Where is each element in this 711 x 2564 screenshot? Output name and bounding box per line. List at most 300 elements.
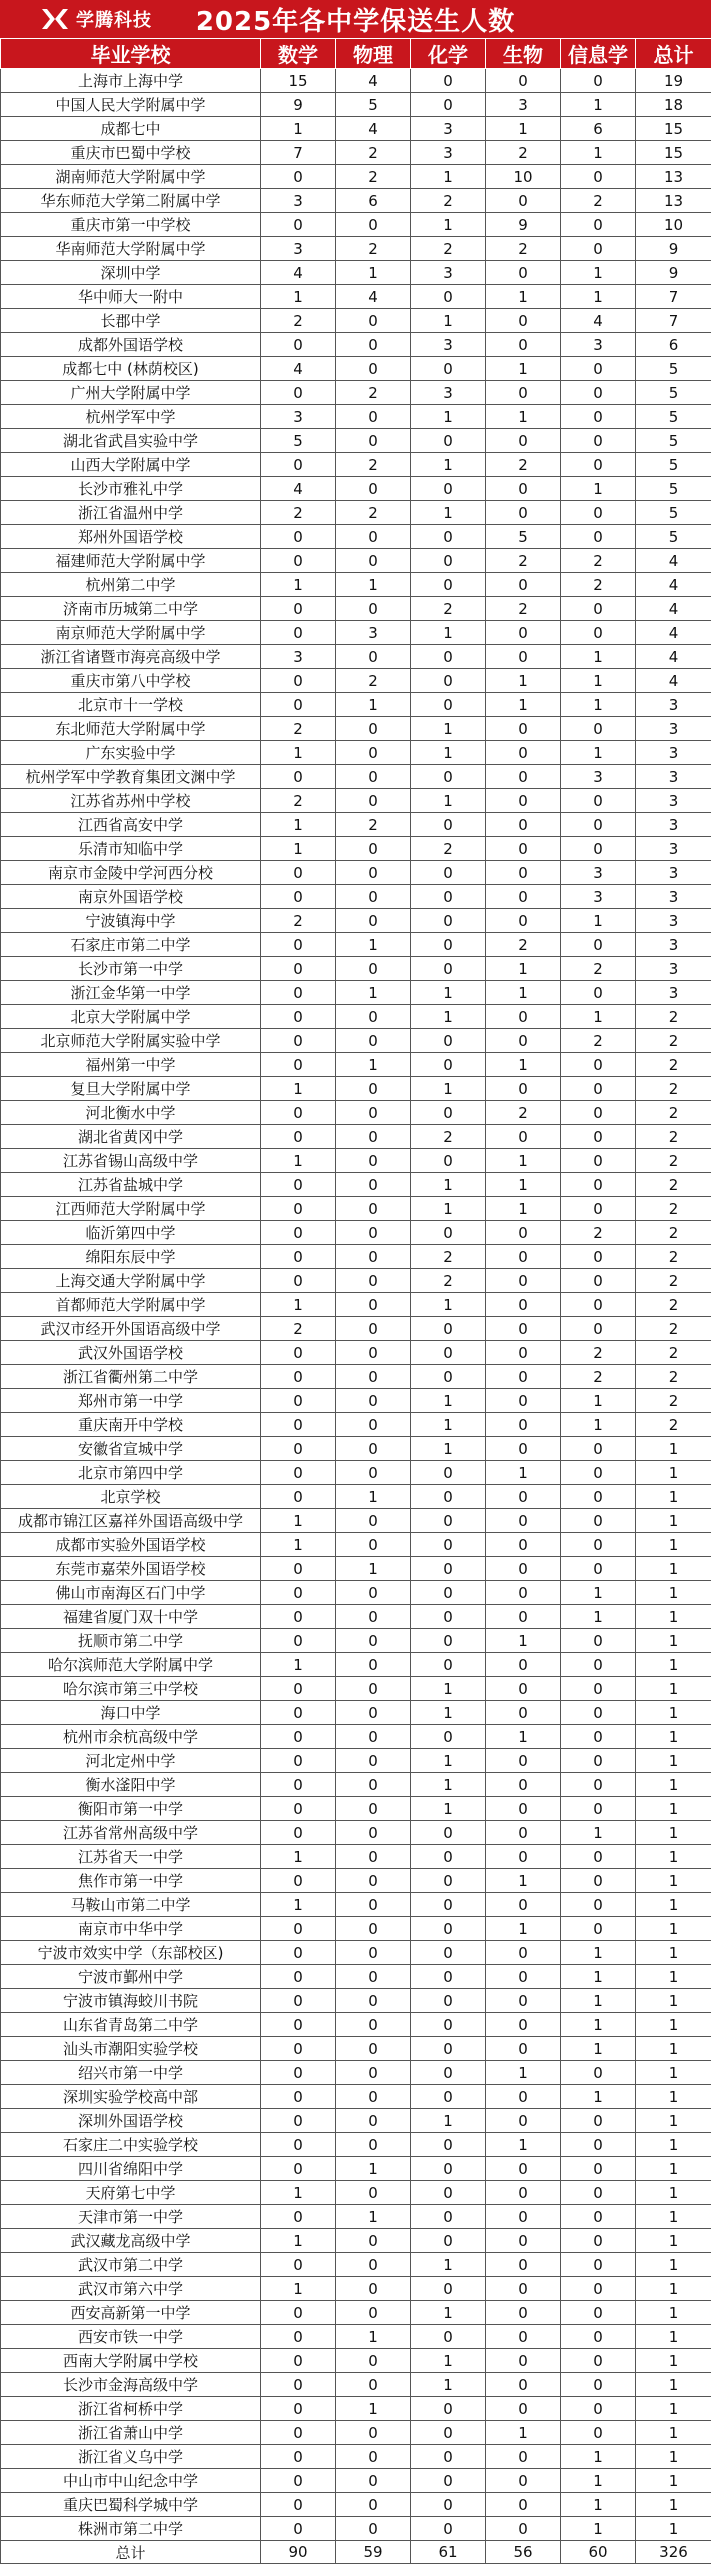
table-row <box>1 1917 711 1941</box>
school-cell: 哈尔滨师范大学附属中学 <box>1 1653 261 1677</box>
biology-cell: 0 <box>486 1653 561 1677</box>
biology-cell: 0 <box>486 2013 561 2037</box>
biology-cell: 1 <box>486 2061 561 2085</box>
table-row <box>1 1749 711 1773</box>
math-cell: 1 <box>261 2181 336 2205</box>
chemistry-cell: 1 <box>411 1797 486 1821</box>
biology-cell: 0 <box>486 2205 561 2229</box>
table-row <box>1 1269 711 1293</box>
informatics-cell: 0 <box>561 2277 636 2301</box>
physics-cell: 0 <box>336 2133 411 2157</box>
chemistry-cell: 1 <box>411 621 486 645</box>
total-cell: 3 <box>636 837 711 861</box>
biology-cell: 0 <box>486 1365 561 1389</box>
biology-cell: 1 <box>486 1725 561 1749</box>
informatics-cell: 0 <box>561 933 636 957</box>
physics-cell: 0 <box>336 2445 411 2469</box>
table-row <box>1 237 711 261</box>
total-cell: 3 <box>636 885 711 909</box>
informatics-cell: 0 <box>561 1149 636 1173</box>
chemistry-cell: 0 <box>411 1053 486 1077</box>
table-row <box>1 1557 711 1581</box>
informatics-cell: 0 <box>561 2157 636 2181</box>
school-cell: 南京市中华中学 <box>1 1917 261 1941</box>
math-cell: 0 <box>261 1101 336 1125</box>
biology-cell: 0 <box>486 813 561 837</box>
physics-cell: 0 <box>336 2349 411 2373</box>
biology-cell: 0 <box>486 1533 561 1557</box>
math-cell: 1 <box>261 1509 336 1533</box>
biology-cell: 0 <box>486 1437 561 1461</box>
table-row <box>1 765 711 789</box>
brand-name: 学腾科技 <box>76 6 152 32</box>
table-row <box>1 69 711 93</box>
total-cell: 5 <box>636 381 711 405</box>
informatics-cell: 0 <box>561 2229 636 2253</box>
math-cell: 7 <box>261 141 336 165</box>
total-cell: 13 <box>636 165 711 189</box>
school-cell: 成都市锦江区嘉祥外国语高级中学 <box>1 1509 261 1533</box>
physics-cell: 0 <box>336 1749 411 1773</box>
physics-cell: 0 <box>336 1917 411 1941</box>
school-cell: 福建师范大学附属中学 <box>1 549 261 573</box>
table-row <box>1 2085 711 2109</box>
math-cell: 0 <box>261 2349 336 2373</box>
chemistry-cell: 1 <box>411 453 486 477</box>
table-row <box>1 2397 711 2421</box>
chemistry-cell: 1 <box>411 405 486 429</box>
total-cell: 2 <box>636 1125 711 1149</box>
total-cell: 1 <box>636 1941 711 1965</box>
chemistry-cell: 3 <box>411 381 486 405</box>
physics-cell: 0 <box>336 1725 411 1749</box>
school-cell: 杭州市余杭高级中学 <box>1 1725 261 1749</box>
table-row <box>1 2253 711 2277</box>
total-cell: 13 <box>636 189 711 213</box>
school-cell: 武汉市第二中学 <box>1 2253 261 2277</box>
physics-cell: 0 <box>336 2421 411 2445</box>
school-cell: 湖北省武昌实验中学 <box>1 429 261 453</box>
informatics-cell: 0 <box>561 1461 636 1485</box>
physics-cell: 3 <box>336 621 411 645</box>
physics-cell: 4 <box>336 69 411 93</box>
math-cell: 1 <box>261 741 336 765</box>
school-cell: 深圳外国语学校 <box>1 2109 261 2133</box>
school-cell: 上海市上海中学 <box>1 69 261 93</box>
math-cell: 0 <box>261 669 336 693</box>
table-row <box>1 837 711 861</box>
table-row <box>1 429 711 453</box>
table-row <box>1 2301 711 2325</box>
total-cell: 4 <box>636 669 711 693</box>
math-cell: 0 <box>261 1437 336 1461</box>
biology-cell: 0 <box>486 477 561 501</box>
math-cell: 0 <box>261 1749 336 1773</box>
chemistry-cell: 1 <box>411 1077 486 1101</box>
school-cell: 深圳实验学校高中部 <box>1 2085 261 2109</box>
physics-cell: 0 <box>336 1173 411 1197</box>
total-cell: 9 <box>636 261 711 285</box>
physics-cell: 0 <box>336 2277 411 2301</box>
table-row <box>1 1437 711 1461</box>
informatics-cell: 0 <box>561 1101 636 1125</box>
math-cell: 0 <box>261 2133 336 2157</box>
physics-cell: 1 <box>336 2325 411 2349</box>
math-cell: 0 <box>261 1941 336 1965</box>
total-cell: 2 <box>636 1245 711 1269</box>
physics-cell: 0 <box>336 2493 411 2517</box>
math-cell: 2 <box>261 309 336 333</box>
informatics-cell: 2 <box>561 1341 636 1365</box>
chemistry-cell: 0 <box>411 1101 486 1125</box>
school-cell: 汕头市潮阳实验学校 <box>1 2037 261 2061</box>
col-header-physics: 物理 <box>336 39 411 69</box>
school-cell: 海口中学 <box>1 1701 261 1725</box>
total-cell: 1 <box>636 1869 711 1893</box>
informatics-cell: 0 <box>561 1917 636 1941</box>
math-cell: 0 <box>261 957 336 981</box>
informatics-cell: 0 <box>561 1197 636 1221</box>
informatics-cell: 1 <box>561 1413 636 1437</box>
total-cell: 1 <box>636 1749 711 1773</box>
physics-cell: 0 <box>336 741 411 765</box>
table-row <box>1 549 711 573</box>
biology-cell: 0 <box>486 741 561 765</box>
biology-cell: 0 <box>486 2445 561 2469</box>
math-cell: 0 <box>261 1605 336 1629</box>
physics-cell: 1 <box>336 573 411 597</box>
physics-cell: 0 <box>336 525 411 549</box>
informatics-cell: 1 <box>561 909 636 933</box>
school-cell: 武汉外国语学校 <box>1 1341 261 1365</box>
chemistry-cell: 1 <box>411 1197 486 1221</box>
chemistry-cell: 1 <box>411 309 486 333</box>
math-cell: 0 <box>261 2517 336 2541</box>
physics-cell: 0 <box>336 789 411 813</box>
physics-cell: 0 <box>336 549 411 573</box>
math-cell: 0 <box>261 861 336 885</box>
chemistry-cell: 2 <box>411 1125 486 1149</box>
math-cell: 4 <box>261 477 336 501</box>
informatics-cell: 1 <box>561 693 636 717</box>
informatics-cell: 0 <box>561 1725 636 1749</box>
physics-cell: 0 <box>336 1629 411 1653</box>
col-header-chemistry: 化学 <box>411 39 486 69</box>
physics-cell: 0 <box>336 2181 411 2205</box>
chemistry-cell: 0 <box>411 1149 486 1173</box>
total-cell: 4 <box>636 597 711 621</box>
chemistry-cell: 0 <box>411 285 486 309</box>
math-cell: 0 <box>261 1821 336 1845</box>
total-cell: 1 <box>636 2493 711 2517</box>
informatics-cell: 0 <box>561 789 636 813</box>
informatics-cell: 4 <box>561 309 636 333</box>
math-cell: 1 <box>261 1845 336 1869</box>
biology-cell: 1 <box>486 1917 561 1941</box>
table-row <box>1 1797 711 1821</box>
physics-cell: 0 <box>336 2229 411 2253</box>
total-cell: 7 <box>636 309 711 333</box>
chemistry-cell: 1 <box>411 213 486 237</box>
math-cell: 4 <box>261 261 336 285</box>
table-row <box>1 1629 711 1653</box>
physics-cell: 0 <box>336 1101 411 1125</box>
physics-cell: 0 <box>336 1437 411 1461</box>
chemistry-cell: 1 <box>411 2109 486 2133</box>
school-cell: 衡阳市第一中学 <box>1 1797 261 1821</box>
total-cell: 1 <box>636 1485 711 1509</box>
total-cell: 3 <box>636 765 711 789</box>
school-cell: 株洲市第二中学 <box>1 2517 261 2541</box>
chemistry-cell: 1 <box>411 1701 486 1725</box>
biology-cell: 0 <box>486 1941 561 1965</box>
biology-cell: 0 <box>486 1005 561 1029</box>
school-cell: 成都七中 <box>1 117 261 141</box>
informatics-cell: 2 <box>561 549 636 573</box>
chemistry-cell: 0 <box>411 1533 486 1557</box>
chemistry-cell: 0 <box>411 1461 486 1485</box>
chemistry-cell: 2 <box>411 1269 486 1293</box>
biology-cell: 1 <box>486 117 561 141</box>
math-cell: 0 <box>261 1677 336 1701</box>
total-cell: 5 <box>636 453 711 477</box>
table-row <box>1 909 711 933</box>
chemistry-cell: 0 <box>411 957 486 981</box>
biology-cell: 0 <box>486 1557 561 1581</box>
total-cell: 2 <box>636 1221 711 1245</box>
physics-cell: 0 <box>336 837 411 861</box>
informatics-cell: 1 <box>561 1605 636 1629</box>
school-cell: 广东实验中学 <box>1 741 261 765</box>
informatics-cell: 1 <box>561 477 636 501</box>
math-cell: 0 <box>261 549 336 573</box>
biology-cell: 2 <box>486 453 561 477</box>
chemistry-cell: 1 <box>411 1749 486 1773</box>
table-row <box>1 2037 711 2061</box>
school-cell: 浙江金华第一中学 <box>1 981 261 1005</box>
chemistry-cell: 0 <box>411 357 486 381</box>
school-cell: 江西师范大学附属中学 <box>1 1197 261 1221</box>
biology-cell: 0 <box>486 837 561 861</box>
table-row <box>1 1701 711 1725</box>
chemistry-cell: 0 <box>411 2181 486 2205</box>
informatics-cell: 0 <box>561 2109 636 2133</box>
biology-cell: 0 <box>486 861 561 885</box>
informatics-cell: 0 <box>561 405 636 429</box>
informatics-cell: 1 <box>561 645 636 669</box>
chemistry-cell: 0 <box>411 813 486 837</box>
chemistry-cell: 0 <box>411 1725 486 1749</box>
physics-cell: 2 <box>336 165 411 189</box>
chemistry-cell: 0 <box>411 1365 486 1389</box>
informatics-cell: 0 <box>561 1869 636 1893</box>
physics-cell: 0 <box>336 1941 411 1965</box>
biology-cell: 0 <box>486 1269 561 1293</box>
physics-cell: 2 <box>336 813 411 837</box>
chemistry-cell: 1 <box>411 1173 486 1197</box>
totals-biology-cell: 56 <box>486 2541 561 2564</box>
school-cell: 江苏省常州高级中学 <box>1 1821 261 1845</box>
physics-cell: 0 <box>336 1149 411 1173</box>
school-cell: 福州第一中学 <box>1 1053 261 1077</box>
school-cell: 绵阳东辰中学 <box>1 1245 261 1269</box>
total-cell: 1 <box>636 1845 711 1869</box>
chemistry-cell: 3 <box>411 117 486 141</box>
table-row <box>1 2421 711 2445</box>
school-cell: 重庆市第一中学校 <box>1 213 261 237</box>
table-row <box>1 2325 711 2349</box>
informatics-cell: 0 <box>561 237 636 261</box>
school-cell: 杭州学军中学 <box>1 405 261 429</box>
informatics-cell: 1 <box>561 2493 636 2517</box>
table-row <box>1 333 711 357</box>
table-row <box>1 1029 711 1053</box>
total-cell: 1 <box>636 2109 711 2133</box>
school-cell: 重庆南开中学校 <box>1 1413 261 1437</box>
physics-cell: 0 <box>336 1461 411 1485</box>
school-cell: 东北师范大学附属中学 <box>1 717 261 741</box>
table-row <box>1 213 711 237</box>
math-cell: 0 <box>261 2205 336 2229</box>
informatics-cell: 0 <box>561 1677 636 1701</box>
table-row <box>1 261 711 285</box>
math-cell: 0 <box>261 1581 336 1605</box>
table-row <box>1 1053 711 1077</box>
informatics-cell: 0 <box>561 1485 636 1509</box>
math-cell: 1 <box>261 1077 336 1101</box>
informatics-cell: 0 <box>561 1077 636 1101</box>
math-cell: 0 <box>261 1341 336 1365</box>
informatics-cell: 0 <box>561 1653 636 1677</box>
biology-cell: 1 <box>486 1869 561 1893</box>
biology-cell: 2 <box>486 933 561 957</box>
school-cell: 重庆市第八中学校 <box>1 669 261 693</box>
informatics-cell: 0 <box>561 213 636 237</box>
math-cell: 0 <box>261 1461 336 1485</box>
biology-cell: 1 <box>486 1173 561 1197</box>
total-cell: 3 <box>636 789 711 813</box>
chemistry-cell: 1 <box>411 741 486 765</box>
biology-cell: 0 <box>486 2349 561 2373</box>
school-cell: 湖北省黄冈中学 <box>1 1125 261 1149</box>
biology-cell: 0 <box>486 2277 561 2301</box>
informatics-cell: 0 <box>561 837 636 861</box>
chemistry-cell: 0 <box>411 2205 486 2229</box>
math-cell: 1 <box>261 285 336 309</box>
table-row <box>1 1173 711 1197</box>
informatics-cell: 0 <box>561 2205 636 2229</box>
total-cell: 3 <box>636 741 711 765</box>
chemistry-cell: 0 <box>411 1845 486 1869</box>
math-cell: 0 <box>261 981 336 1005</box>
physics-cell: 0 <box>336 2469 411 2493</box>
total-cell: 3 <box>636 909 711 933</box>
total-cell: 1 <box>636 2277 711 2301</box>
table-row <box>1 2229 711 2253</box>
chemistry-cell: 0 <box>411 1485 486 1509</box>
biology-cell: 1 <box>486 957 561 981</box>
biology-cell: 0 <box>486 2181 561 2205</box>
informatics-cell: 1 <box>561 2445 636 2469</box>
math-cell: 0 <box>261 2085 336 2109</box>
math-cell: 0 <box>261 1485 336 1509</box>
chemistry-cell: 0 <box>411 861 486 885</box>
school-cell: 南京师范大学附属中学 <box>1 621 261 645</box>
physics-cell: 0 <box>336 1677 411 1701</box>
informatics-cell: 2 <box>561 1221 636 1245</box>
total-cell: 3 <box>636 813 711 837</box>
math-cell: 0 <box>261 1269 336 1293</box>
school-cell: 深圳中学 <box>1 261 261 285</box>
school-cell: 宁波市效实中学（东部校区) <box>1 1941 261 1965</box>
informatics-cell: 0 <box>561 621 636 645</box>
table-row <box>1 717 711 741</box>
school-cell: 江苏省苏州中学校 <box>1 789 261 813</box>
informatics-cell: 2 <box>561 1029 636 1053</box>
chemistry-cell: 1 <box>411 1293 486 1317</box>
total-cell: 3 <box>636 861 711 885</box>
physics-cell: 0 <box>336 2061 411 2085</box>
physics-cell: 0 <box>336 885 411 909</box>
physics-cell: 1 <box>336 1557 411 1581</box>
school-cell: 杭州第二中学 <box>1 573 261 597</box>
informatics-cell: 1 <box>561 669 636 693</box>
total-cell: 1 <box>636 1581 711 1605</box>
math-cell: 0 <box>261 1701 336 1725</box>
chemistry-cell: 0 <box>411 2229 486 2253</box>
physics-cell: 0 <box>336 1581 411 1605</box>
biology-cell: 0 <box>486 1749 561 1773</box>
math-cell: 0 <box>261 1245 336 1269</box>
table-row <box>1 1509 711 1533</box>
math-cell: 1 <box>261 1893 336 1917</box>
chemistry-cell: 1 <box>411 717 486 741</box>
chemistry-cell: 0 <box>411 909 486 933</box>
biology-cell: 0 <box>486 1245 561 1269</box>
chemistry-cell: 1 <box>411 789 486 813</box>
math-cell: 0 <box>261 1797 336 1821</box>
title-bar <box>0 0 711 38</box>
chemistry-cell: 1 <box>411 2349 486 2373</box>
chemistry-cell: 0 <box>411 1581 486 1605</box>
physics-cell: 2 <box>336 669 411 693</box>
total-cell: 1 <box>636 2181 711 2205</box>
total-cell: 2 <box>636 1101 711 1125</box>
biology-cell: 0 <box>486 1893 561 1917</box>
math-cell: 3 <box>261 237 336 261</box>
informatics-cell: 1 <box>561 2469 636 2493</box>
table-row <box>1 1245 711 1269</box>
table-row <box>1 117 711 141</box>
math-cell: 2 <box>261 789 336 813</box>
biology-cell: 0 <box>486 1845 561 1869</box>
total-cell: 1 <box>636 1533 711 1557</box>
math-cell: 0 <box>261 381 336 405</box>
informatics-cell: 2 <box>561 573 636 597</box>
chemistry-cell: 0 <box>411 1893 486 1917</box>
physics-cell: 0 <box>336 1965 411 1989</box>
table-row <box>1 2493 711 2517</box>
total-cell: 2 <box>636 1413 711 1437</box>
school-cell: 佛山市南海区石门中学 <box>1 1581 261 1605</box>
physics-cell: 0 <box>336 1005 411 1029</box>
biology-cell: 1 <box>486 285 561 309</box>
total-cell: 10 <box>636 213 711 237</box>
school-cell: 宁波镇海中学 <box>1 909 261 933</box>
chemistry-cell: 1 <box>411 1677 486 1701</box>
table-row <box>1 789 711 813</box>
chemistry-cell: 0 <box>411 2469 486 2493</box>
